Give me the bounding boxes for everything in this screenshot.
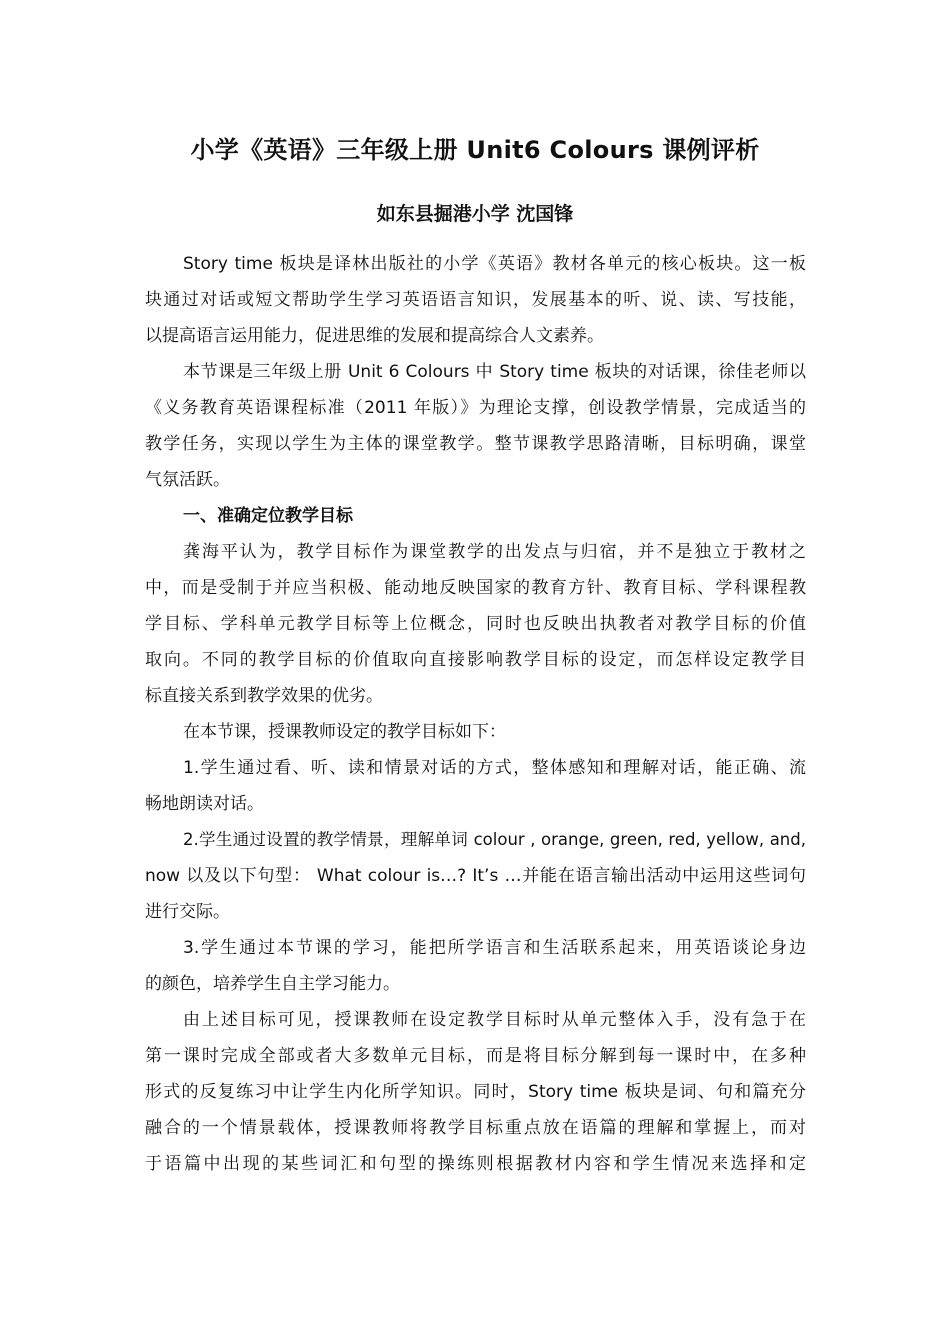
- body-text-line: now 以及以下句型： What colour is…? It’s …并能在语言输出活动中运用这些词句: [145, 866, 806, 886]
- body-text-line: 畅地朗读对话。: [145, 794, 264, 814]
- body-text-line: 融合的一个情景载体，授课教师将教学目标重点放在语篇的理解和掌握上，而对: [145, 1118, 806, 1138]
- body-text-line: 3.学生通过本节课的学习，能把所学语言和生活联系起来，用英语谈论身边: [183, 938, 806, 958]
- body-text-line: 形式的反复练习中让学生内化所学知识。同时，Story time 板块是词、句和篇充分: [145, 1082, 806, 1102]
- body-text-line: 进行交际。: [145, 902, 230, 922]
- body-text-line: 的颜色，培养学生自主学习能力。: [145, 974, 400, 994]
- body-text-line: 第一课时完成全部或者大多数单元目标，而是将目标分解到每一课时中，在多种: [145, 1046, 806, 1066]
- body-text-line: Story time 板块是译林出版社的小学《英语》教材各单元的核心板块。这一板: [183, 254, 806, 274]
- document-body: [145, 246, 806, 1182]
- body-text-line: 2.学生通过设置的教学情景，理解单词 colour , orange, green, red, yellow, and,: [183, 830, 806, 849]
- body-text-line: 《义务教育英语课程标准（2011 年版）》为理论支撑，创设教学情景，完成适当的: [145, 398, 806, 418]
- body-text-line: 由上述目标可见，授课教师在设定教学目标时从单元整体入手，没有急于在: [183, 1010, 806, 1030]
- body-text-line: 标直接关系到教学效果的优劣。: [145, 686, 383, 706]
- body-text-line: 龚海平认为，教学目标作为课堂教学的出发点与归宿，并不是独立于教材之: [183, 542, 806, 562]
- body-text-line: 1.学生通过看、听、读和情景对话的方式，整体感知和理解对话，能正确、流: [183, 758, 806, 778]
- body-text-line: 本节课是三年级上册 Unit 6 Colours 中 Story time 板块的对话课，徐佳老师以: [183, 362, 806, 382]
- body-text-line: 中，而是受制于并应当积极、能动地反映国家的教育方针、教育目标、学科课程教: [145, 578, 806, 598]
- document-author: 如东县掘港小学 沈国锋: [376, 203, 574, 225]
- body-text-line: 气氛活跃。: [145, 470, 230, 490]
- body-text-line: 教学任务，实现以学生为主体的课堂教学。整节课教学思路清晰，目标明确，课堂: [145, 434, 806, 454]
- body-text-line: 块通过对话或短文帮助学生学习英语语言知识，发展基本的听、说、读、写技能，: [145, 290, 806, 310]
- body-text-line: 在本节课，授课教师设定的教学目标如下：: [183, 722, 506, 742]
- document-title: 小学《英语》三年级上册 Unit6 Colours 课例评析: [190, 136, 760, 164]
- body-text-line: 取向。不同的教学目标的价值取向直接影响教学目标的设定，而怎样设定教学目: [145, 650, 806, 670]
- body-text-line: 于语篇中出现的某些词汇和句型的操练则根据教材内容和学生情况来选择和定: [145, 1154, 806, 1174]
- body-text-line: 以提高语言运用能力，促进思维的发展和提高综合人文素养。: [145, 326, 604, 346]
- body-text-line: 学目标、学科单元教学目标等上位概念，同时也反映出执教者对教学目标的价值: [145, 614, 806, 634]
- section-heading: 一、准确定位教学目标: [183, 506, 353, 526]
